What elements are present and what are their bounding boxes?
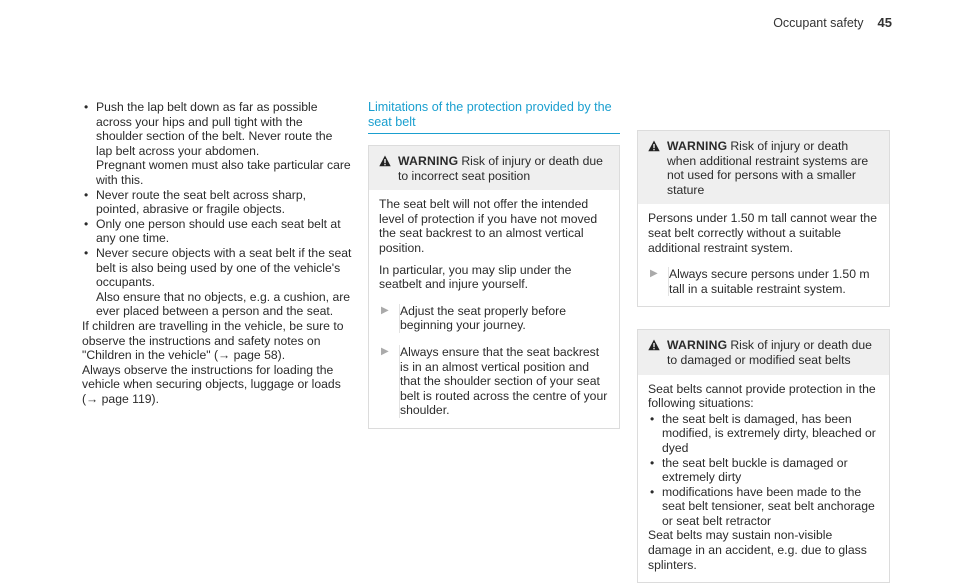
warning-triangle-icon <box>648 339 660 351</box>
children-note: If children are travelling in the vehicle, be sure to observe the instructions and safety notes on "Children in the vehicle" (→ page 58). <box>82 318 344 363</box>
list-item-text: Never secure objects with a seat belt if the seat belt is also being used by one of the vehicle's occupants. <box>96 245 352 290</box>
damage-conditions-list <box>648 412 879 529</box>
warning-label: WARNING <box>398 154 459 168</box>
warning-label: WARNING <box>667 338 728 353</box>
action-arrow-icon: ▶ <box>381 304 389 316</box>
action-step <box>379 345 609 418</box>
warning-triangle-icon <box>379 155 391 167</box>
section-title: Occupant safety <box>773 16 864 30</box>
list-item-text: Only one person should use each seat belt at any one time. <box>96 216 341 246</box>
warning-text: Persons under 1.50 m tall cannot wear the seat belt correctly without a suitable additional restraint system. <box>648 211 877 255</box>
warning-text: Seat belts cannot provide protection in the following situations: <box>648 381 876 411</box>
list-item-text: Push the lap belt down as far as possible across your hips and pull tight with the shoulder section of the belt. Never route the lap belt across your abdomen. <box>96 100 333 158</box>
page-header <box>773 16 892 31</box>
action-arrow-icon: ▶ <box>650 268 658 280</box>
left-column <box>82 100 352 406</box>
action-step <box>379 304 609 333</box>
page-number: 45 <box>877 15 892 30</box>
list-item <box>82 217 352 246</box>
action-text: Always secure persons under 1.50 m tall in a suitable restraint system. <box>668 267 879 296</box>
section-heading: Limitations of the protection provided by the seat belt <box>368 100 620 134</box>
warning-label: WARNING <box>667 139 728 153</box>
warning-text: In particular, you may slip under the seatbelt and injure yourself. <box>379 262 572 292</box>
warning-header <box>638 330 889 374</box>
warning-body <box>369 190 619 428</box>
list-item <box>82 246 352 319</box>
warning-title: Risk of injury or death due to incorrect seat position <box>398 154 603 183</box>
right-column <box>637 130 890 583</box>
warning-text: The seat belt will not offer the intended level of protection if you have not moved the seat backrest to an almost vertical position. <box>379 197 598 255</box>
warning-triangle-icon <box>648 140 660 152</box>
list-item: • the seat belt is damaged, has been modified, is extremely dirty, bleached or dyed <box>648 412 879 456</box>
list-item-text: Never route the seat belt across sharp, pointed, abrasive or fragile objects. <box>96 187 307 217</box>
list-item <box>82 100 352 188</box>
warning-body <box>638 204 889 306</box>
middle-column <box>368 100 620 429</box>
seat-belt-rules-list <box>82 100 352 319</box>
warning-header <box>638 131 889 204</box>
warning-text: Seat belts may sustain non-visible damage in an accident, e.g. due to glass splinters. <box>648 528 867 572</box>
action-step <box>648 267 879 296</box>
warning-title: Risk of injury or death due to damaged or modified seat belts <box>667 338 872 367</box>
warning-box-restraint <box>637 130 890 307</box>
warning-body <box>638 375 889 583</box>
list-item: • the seat belt buckle is damaged or extremely dirty <box>648 456 879 485</box>
action-text: Always ensure that the seat backrest is in an almost vertical position and that the shoulder section of your seat belt is routed across the centre of your shoulder. <box>400 344 608 418</box>
warning-box-damaged-belts <box>637 329 890 583</box>
warning-header <box>369 146 619 190</box>
warning-box-seat-position <box>368 145 620 429</box>
list-item-note: Pregnant women must also take particular care with this. <box>96 158 351 187</box>
warning-title: Risk of injury or death when additional restraint systems are not used for persons with a smaller stature <box>667 139 869 197</box>
list-item <box>82 188 352 217</box>
loading-note: Always observe the instructions for loading the vehicle when securing objects, luggage or loads (→ page 119). <box>82 362 341 406</box>
list-item: • modifications have been made to the seat belt tensioner, seat belt anchorage or seat belt retractor <box>648 485 879 529</box>
action-text: Adjust the seat properly before beginning your journey. <box>399 304 609 333</box>
list-item-note: Also ensure that no objects, e.g. a cushion, are ever placed between a person and the seat. <box>96 289 351 319</box>
action-arrow-icon: ▶ <box>381 345 389 357</box>
